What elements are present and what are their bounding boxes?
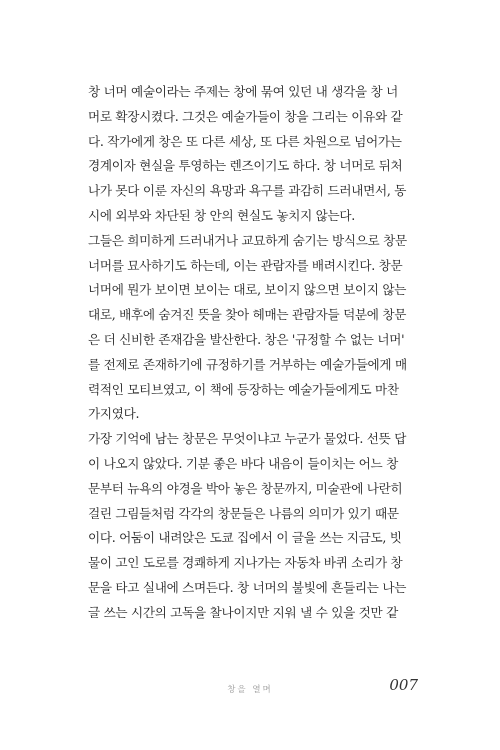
paragraph-3 (88, 427, 420, 625)
body-text (88, 80, 420, 626)
text-line: 걸린 그림들처럼 각각의 창문들은 나름의 의미가 있기 때문 (88, 505, 399, 521)
text-line: 시에 외부와 차단된 창 안의 현실도 놓치지 않는다. (88, 207, 355, 223)
text-line: 머로 확장시켰다. 그것은 예술가들이 창을 그리는 이유와 같 (88, 108, 403, 124)
text-line: 너머를 묘사하기도 하는데, 이는 관람자를 배려시킨다. 창문 (88, 257, 403, 273)
text-line: 경계이자 현실을 투영하는 렌즈이기도 하다. 창 너머로 뒤처 (88, 158, 403, 174)
paragraph-2 (88, 229, 420, 427)
text-line: 나가 못다 이룬 자신의 욕망과 욕구를 과감히 드러내면서, 동 (88, 183, 407, 199)
text-line: 대로, 배후에 숨겨진 뜻을 찾아 헤매는 관람자들 덕분에 창문 (88, 307, 407, 323)
text-line: 를 전제로 존재하기에 규정하기를 거부하는 예술가들에게 매 (88, 356, 407, 372)
page-number: 007 (389, 676, 418, 694)
text-line: 물이 고인 도로를 경쾌하게 지나가는 자동차 바퀴 소리가 창 (88, 555, 403, 571)
text-line: 력적인 모티브였고, 이 책에 등장하는 예술가들에게도 마찬 (88, 381, 399, 397)
text-line: 은 더 신비한 존재감을 발산한다. 창은 '규정할 수 없는 너머' (88, 331, 405, 347)
text-line: 가장 기억에 남는 창문은 무엇이냐고 누군가 물었다. 선뜻 답 (88, 431, 407, 447)
text-line: 그들은 희미하게 드러내거나 교묘하게 숨기는 방식으로 창문 (88, 232, 407, 248)
text-line: 가지였다. (88, 406, 140, 422)
text-line: 다. 작가에게 창은 또 다른 세상, 또 다른 차원으로 넘어가는 (88, 133, 402, 149)
running-footer-title: 창을 열며 (227, 685, 273, 695)
text-line: 이다. 어둠이 내려앉은 도쿄 집에서 이 글을 쓰는 지금도, 빗 (88, 530, 402, 546)
text-line: 이 나오지 않았다. 기분 좋은 바다 내음이 들이치는 어느 창 (88, 455, 398, 471)
text-line: 너머에 뭔가 보이면 보이는 대로, 보이지 않으면 보이지 않는 (88, 282, 407, 298)
text-line: 문을 타고 실내에 스며든다. 창 너머의 불빛에 흔들리는 나는 (88, 579, 407, 595)
text-line: 문부터 뉴욕의 야경을 박아 놓은 창문까지, 미술관에 나란히 (88, 480, 403, 496)
text-line: 글 쓰는 시간의 고독을 찰나이지만 지워 낼 수 있을 것만 같 (88, 604, 398, 620)
paragraph-1 (88, 80, 420, 229)
text-line: 창 너머 예술이라는 주제는 창에 묶여 있던 내 생각을 창 너 (88, 84, 398, 99)
